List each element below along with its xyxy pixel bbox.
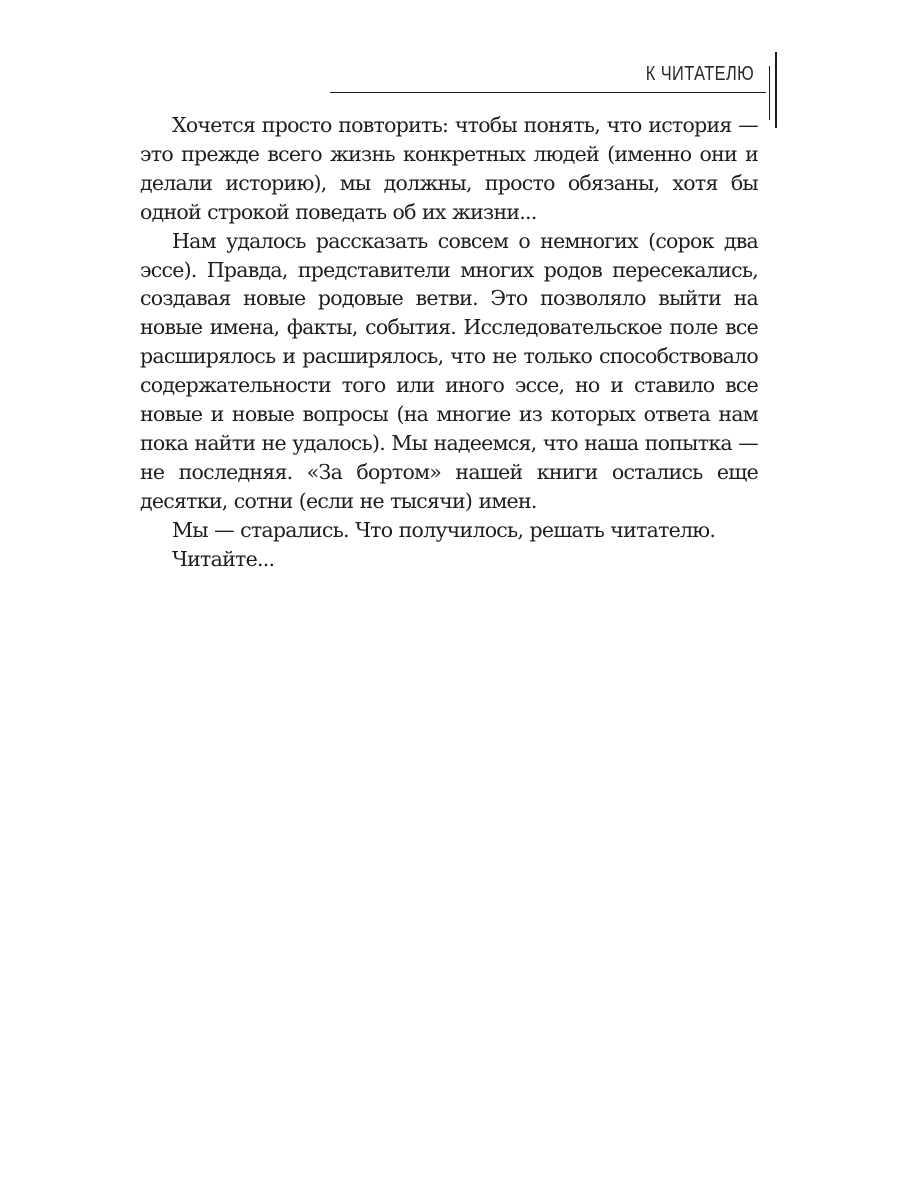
paragraph-1: Хочется просто повторить: чтобы понять, что история — это прежде всего жизнь конкретных людей (именно они и делали историю), мы должны, просто обязаны, хотя бы одной строкой поведать об их жизни... <box>140 113 758 224</box>
paragraph-2: Нам удалось рассказать совсем о немногих (сорок два эссе). Правда, представители многих родов пересекались, создавая новые родовые ветви. Это позволяло выйти на новые имена, факты, события. Исследовательское поле все расширялось и расширялось, что не только способствовало содержательности того или иного эссе, но и ставило все новые и новые вопросы (на многие из которых ответа нам пока найти не удалось). Мы надеемся, что наша попытка — не последняя. «За бортом» нашей книги остались еще десятки, сотни (если не тысячи) имен. <box>140 228 758 513</box>
body-text <box>140 111 758 574</box>
paragraph-4: Читайте... <box>172 546 275 571</box>
paragraph-3: Мы — старались. Что получилось, решать читателю. <box>172 517 716 542</box>
running-header: К ЧИТАТЕЛЮ <box>645 63 754 85</box>
header-horizontal-rule <box>330 92 766 93</box>
header-vertical-rule-outer <box>775 52 777 128</box>
header-vertical-rule-inner <box>769 66 770 120</box>
